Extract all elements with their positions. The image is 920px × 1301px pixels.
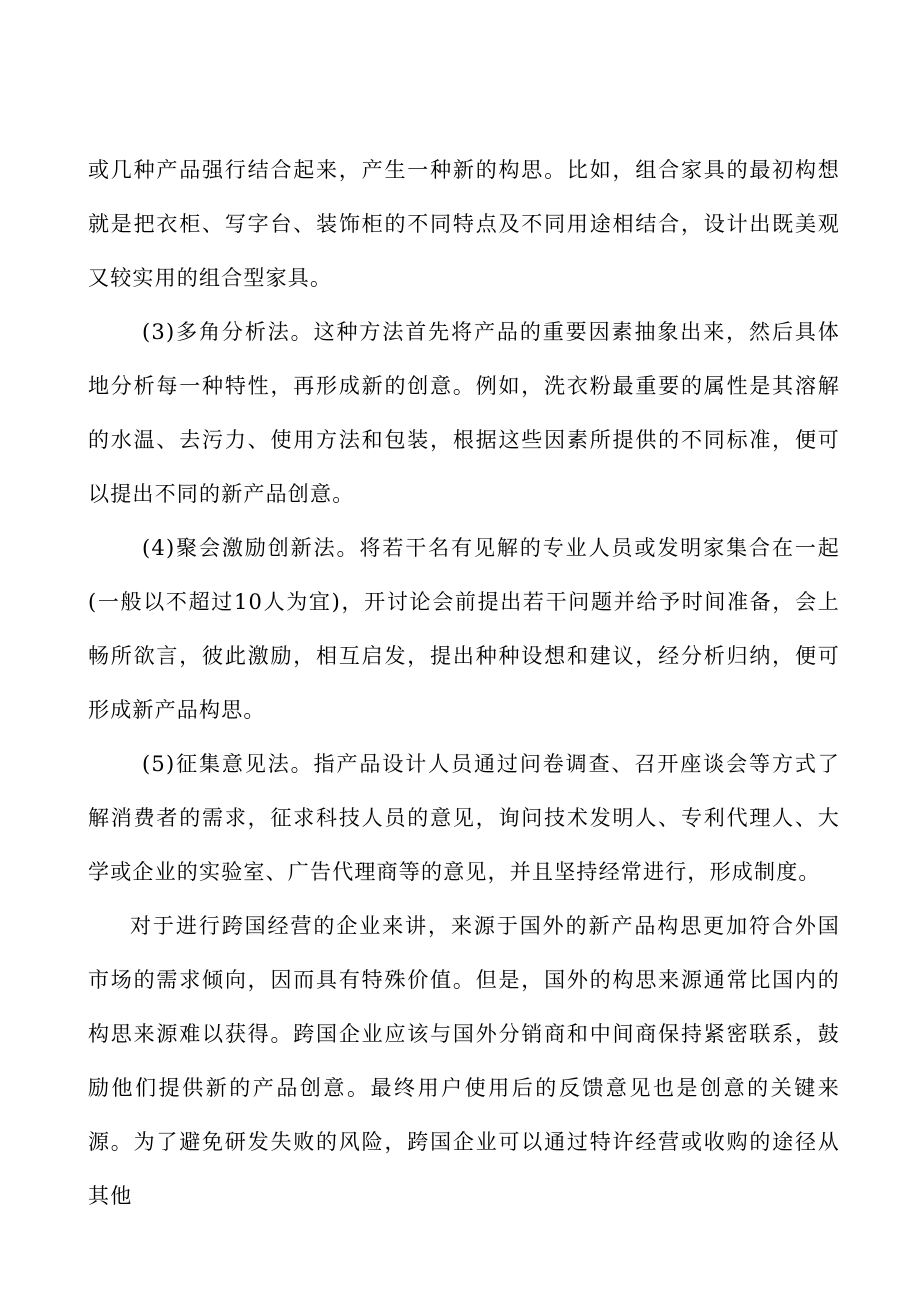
paragraph-continuation: 或几种产品强行结合起来，产生一种新的构思。比如，组合家具的最初构想就是把衣柜、写字台、装饰柜的不同特点及不同用途相结合，设计出既美观又较实用的组合型家具。: [88, 158, 840, 290]
document-page: [88, 143, 840, 1223]
paragraph-method-3: (3)多角分析法。这种方法首先将产品的重要因素抽象出来，然后具体地分析每一种特性，再形成新的创意。例如，洗衣粉最重要的属性是其溶解的水温、去污力、使用方法和包装，根据这些因素所提供的不同标准，便可以提出不同的新产品创意。: [88, 320, 840, 506]
paragraph-multinational: 对于进行跨国经营的企业来讲，来源于国外的新产品构思更加符合外国市场的需求倾向，因而具有特殊价值。但是，国外的构思来源通常比国内的构思来源难以获得。跨国企业应该与国外分销商和中间商保持紧密联系，鼓励他们提供新的产品创意。最终用户使用后的反馈意见也是创意的关键来源。为了避免研发失败的风险，跨国企业可以通过特许经营或收购的途径从其他: [88, 914, 840, 1208]
paragraph-method-4: (4)聚会激励创新法。将若干名有见解的专业人员或发明家集合在一起(一般以不超过10人为宜)，开讨论会前提出若干问题并给予时间准备，会上畅所欲言，彼此激励，相互启发，提出种种设想和建议，经分析归纳，便可形成新产品构思。: [88, 536, 840, 722]
paragraph-method-5: (5)征集意见法。指产品设计人员通过问卷调查、召开座谈会等方式了解消费者的需求，征求科技人员的意见，询问技术发明人、专利代理人、大学或企业的实验室、广告代理商等的意见，并且坚持经常进行，形成制度。: [88, 752, 840, 884]
